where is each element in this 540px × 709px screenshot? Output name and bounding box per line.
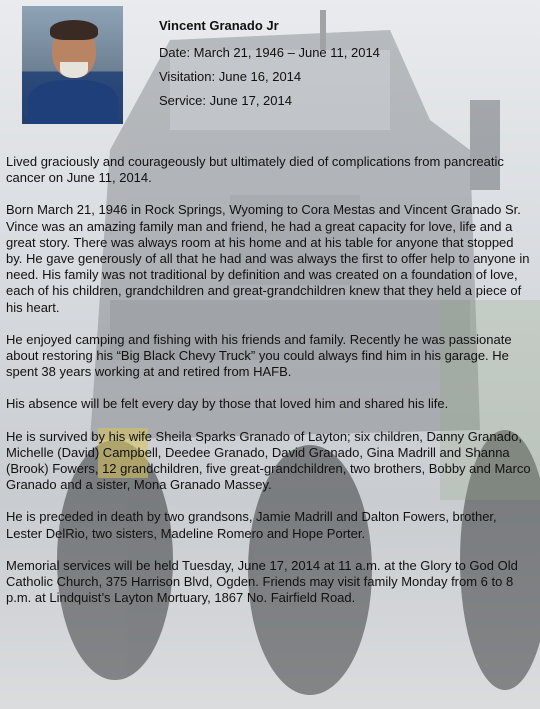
paragraph-absence: His absence will be felt every day by those that loved him and shared his life. [6,396,449,412]
paragraph-survived-by: He is survived by his wife Sheila Sparks Granado of Layton; six children, Danny Granado, Michelle (David) Campbell, Deedee Granado, David Granado, Gina Madrill and Shanna (Brook) Fowers, 12 grandchildren, five great-grandchildren, two brothers, Bobby and Marco Granado and a sister, Mona Granado Massey. [6,428,531,493]
paragraph-intro: Lived graciously and courageously but ultimately died of complications from pancreatic cancer on June 11, 2014. [6,154,504,186]
paragraph-preceded-by: He is preceded in death by two grandsons, Jamie Madrill and Dalton Fowers, brother, Lester DelRio, two sisters, Madeline Romero and Hope Porter. [6,509,497,541]
service-date: Service: June 17, 2014 [159,93,292,108]
deceased-name: Vincent Granado Jr [159,18,279,33]
visitation-date: Visitation: June 16, 2014 [159,69,302,84]
paragraph-services: Memorial services will be held Tuesday, June 17, 2014 at 11 a.m. at the Glory to God Old Catholic Church, 375 Harrison Blvd, Ogden. Friends may visit family Monday from 6 to 8 p.m. at Lindquist’s Layton Mortuary, 1867 No. Fairfield Road. [6,557,518,606]
portrait-photo [22,6,123,124]
obituary-body [6,154,532,622]
paragraph-biography: Born March 21, 1946 in Rock Springs, Wyoming to Cora Mestas and Vincent Granado Sr. Vince was an amazing family man and friend, he had a great capacity for love, life and a great story. There was always room at his home and at his table for anyone that stopped by. He gave generously of all that he had and was always the first to offer help to anyone in need. His family was not traditional by definition and was created on a foundation of love, each of his children, grandchildren and great-grandchildren knew that they held a piece of his heart. [6,202,530,315]
obituary-header [159,18,380,117]
paragraph-hobbies: He enjoyed camping and fishing with his friends and family. Recently he was passionate about restoring his “Big Black Chevy Truck” you could always find him in his garage. He spent 38 years working at and retired from HAFB. [6,331,512,380]
life-dates: Date: March 21, 1946 – June 11, 2014 [159,45,380,60]
